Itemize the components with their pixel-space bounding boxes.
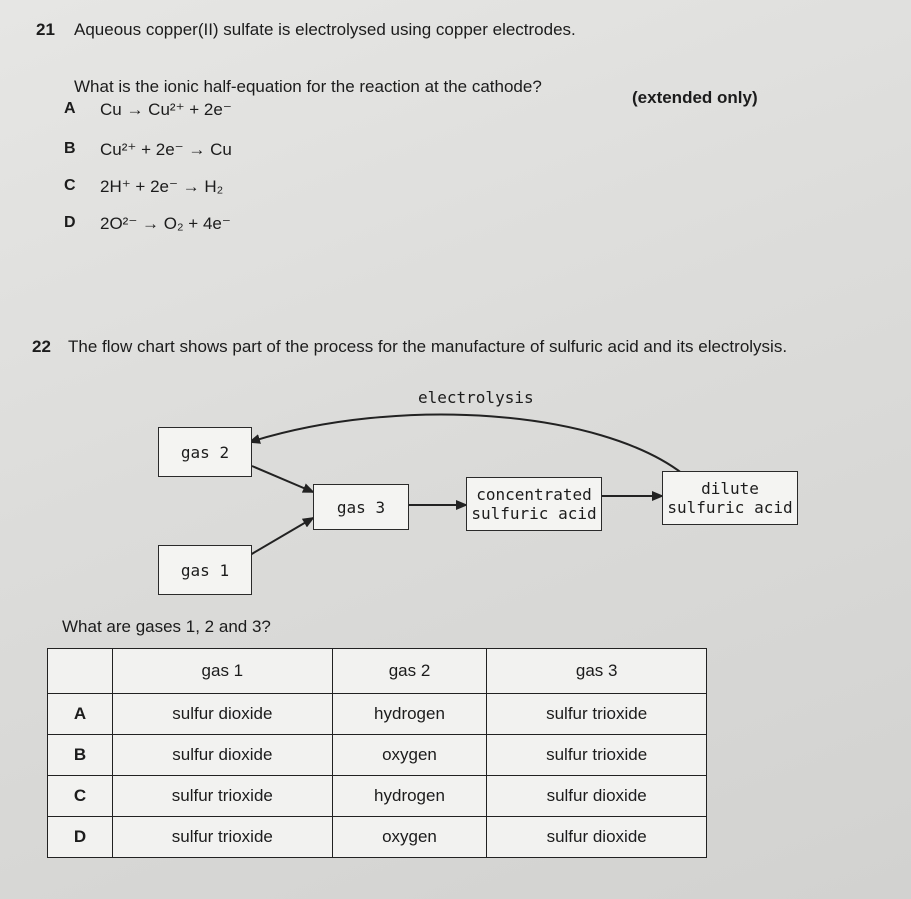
row-letter: A [48, 694, 113, 735]
question-22-stem: The flow chart shows part of the process for the manufacture of sulfuric acid and its electrolysis. [68, 337, 788, 356]
concentrated-line1: concentrated [476, 485, 592, 504]
option-letter-b: B [64, 140, 76, 157]
gas-1-box [158, 545, 252, 595]
question-21-line2: What is the ionic half-equation for the reaction at the cathode? [74, 77, 542, 96]
option-letter-d: D [64, 214, 76, 231]
cell-gas3: sulfur dioxide [487, 776, 707, 817]
question-21-number: 21 [36, 20, 55, 39]
cell-gas1: sulfur trioxide [113, 817, 333, 858]
cell-gas2: hydrogen [332, 776, 487, 817]
option-d-equation: 2O²⁻ → O₂ + 4e⁻ [100, 214, 231, 233]
table-header-row [48, 649, 707, 694]
option-letter-c: C [64, 177, 76, 194]
answer-table [47, 648, 707, 858]
cell-gas2: oxygen [332, 817, 487, 858]
row-letter: D [48, 817, 113, 858]
option-c-equation: 2H⁺ + 2e⁻ → H₂ [100, 177, 224, 196]
cell-gas3: sulfur dioxide [487, 817, 707, 858]
dilute-acid-box [662, 471, 798, 525]
dilute-line1: dilute [701, 479, 759, 498]
cell-gas2: hydrogen [332, 694, 487, 735]
question-22-prompt: What are gases 1, 2 and 3? [62, 617, 271, 636]
header-gas2: gas 2 [332, 649, 487, 694]
table-row [48, 694, 707, 735]
table-row [48, 817, 707, 858]
gas-3-label: gas 3 [336, 497, 386, 517]
header-gas3: gas 3 [487, 649, 707, 694]
cell-gas3: sulfur trioxide [487, 694, 707, 735]
extended-only-tag: (extended only) [632, 88, 758, 107]
question-22-number: 22 [32, 337, 51, 356]
cell-gas3: sulfur trioxide [487, 735, 707, 776]
gas-1-label: gas 1 [180, 560, 230, 580]
cell-gas1: sulfur trioxide [113, 776, 333, 817]
question-21-line1: Aqueous copper(II) sulfate is electrolysed using copper electrodes. [74, 20, 576, 39]
header-blank [48, 649, 113, 694]
gas-3-box [313, 484, 409, 530]
row-letter: B [48, 735, 113, 776]
cell-gas1: sulfur dioxide [113, 694, 333, 735]
concentrated-line2: sulfuric acid [471, 504, 597, 523]
concentrated-acid-box [466, 477, 602, 531]
gas-2-box [158, 427, 252, 477]
dilute-line2: sulfuric acid [667, 498, 793, 517]
option-letter-a: A [64, 100, 76, 117]
option-a-equation: Cu → Cu²⁺ + 2e⁻ [100, 100, 232, 119]
row-letter: C [48, 776, 113, 817]
table-row [48, 735, 707, 776]
gas-2-label: gas 2 [180, 442, 230, 462]
header-gas1: gas 1 [113, 649, 333, 694]
option-b-equation: Cu²⁺ + 2e⁻ → Cu [100, 140, 232, 159]
cell-gas1: sulfur dioxide [113, 735, 333, 776]
cell-gas2: oxygen [332, 735, 487, 776]
table-row [48, 776, 707, 817]
electrolysis-label: electrolysis [418, 388, 534, 407]
